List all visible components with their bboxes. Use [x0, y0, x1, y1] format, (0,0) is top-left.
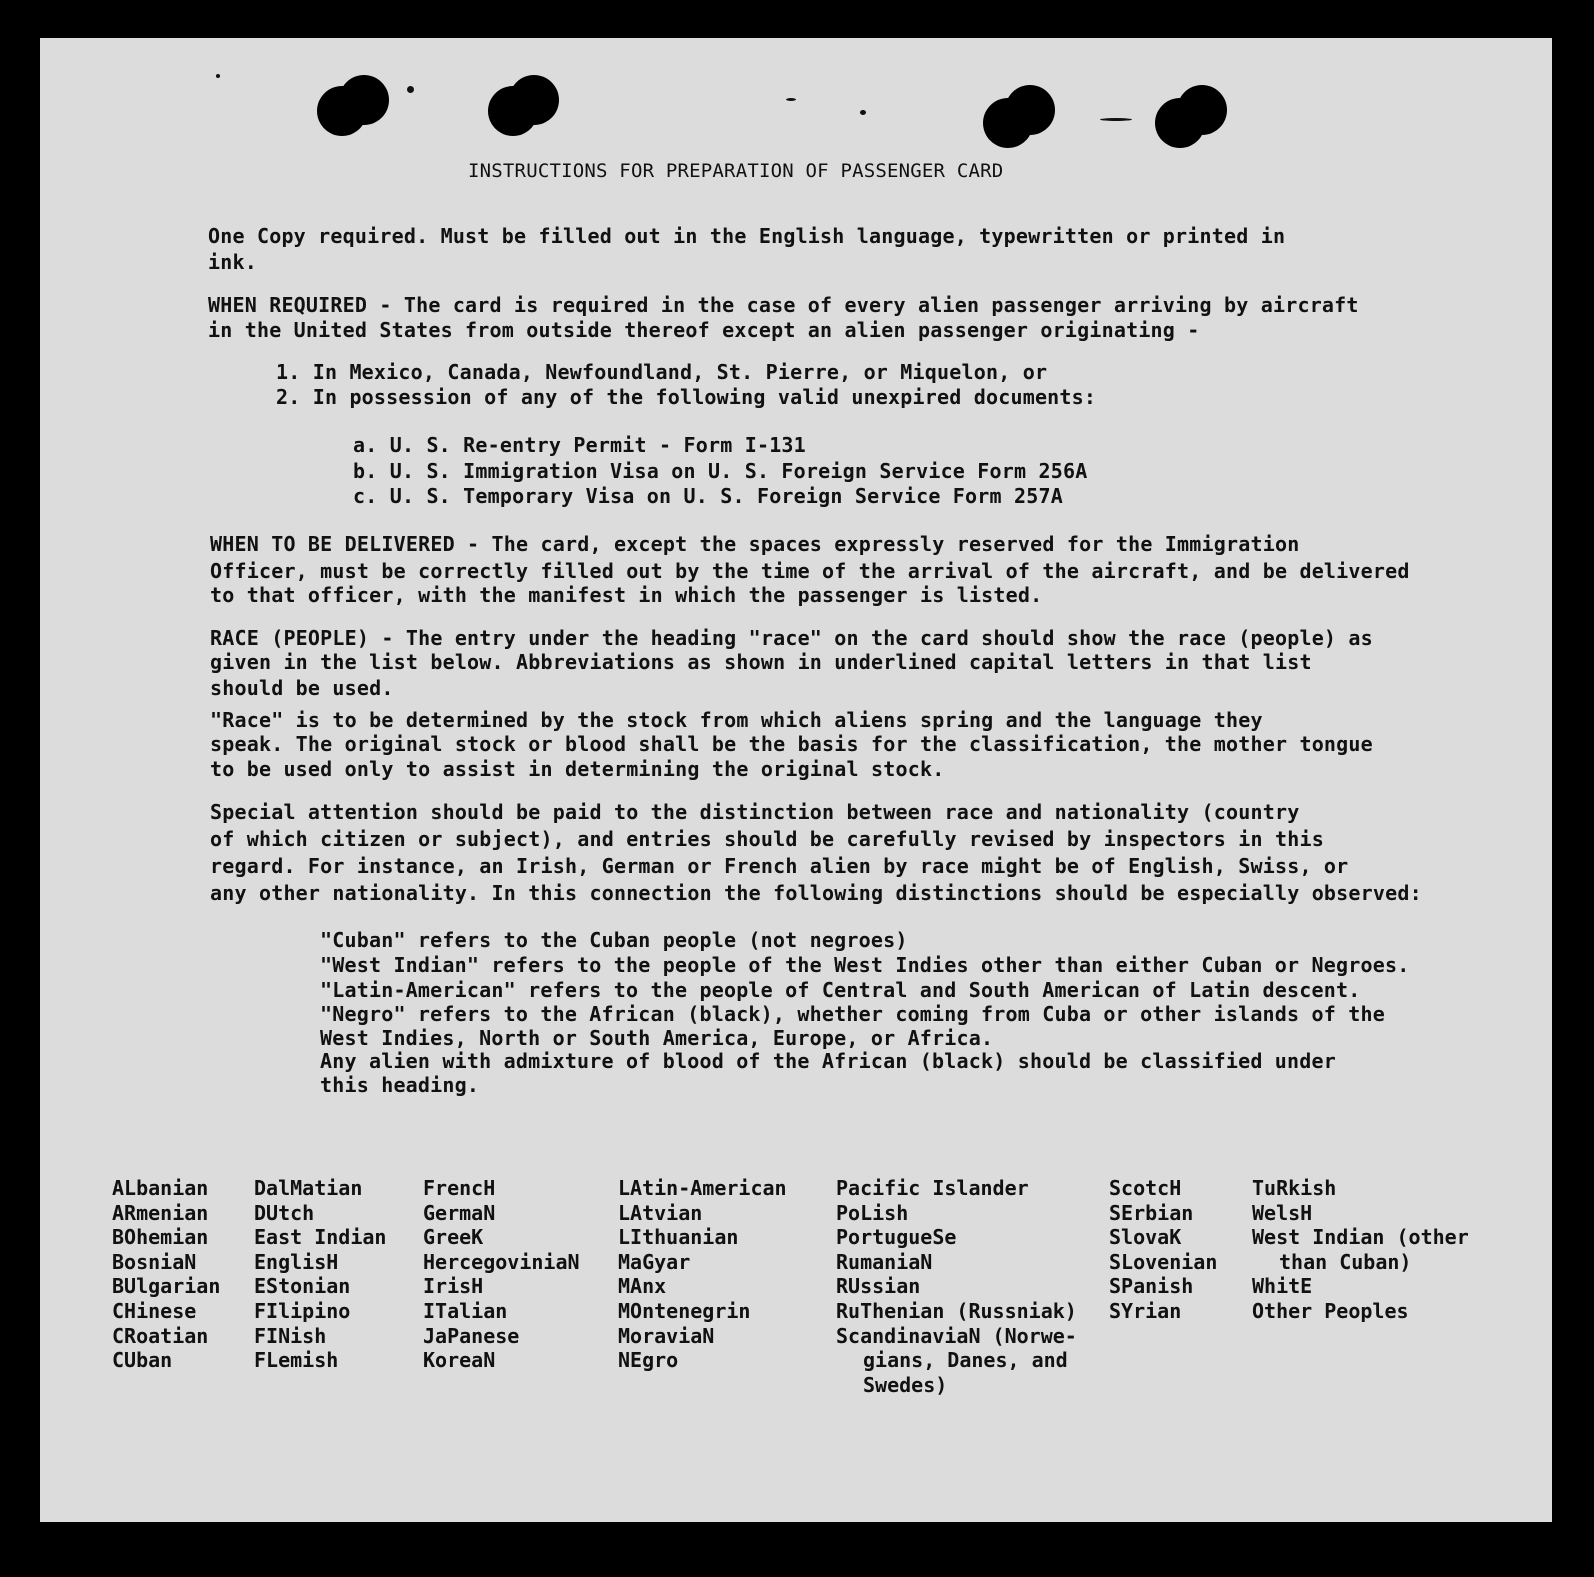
- numbered-item: 1. In Mexico, Canada, Newfoundland, St. Pierre, or Miquelon, or: [276, 360, 1048, 384]
- special-attention-line: regard. For instance, an Irish, German or French alien by race might be of English, Swiss, or: [210, 854, 1349, 878]
- race-entry: SLovenian: [1109, 1249, 1218, 1274]
- when-delivered-line: to that officer, with the manifest in which the passenger is listed.: [210, 583, 1043, 607]
- race-list-column-2: [254, 1176, 386, 1373]
- race-entry: MaGyar: [618, 1249, 691, 1274]
- race-entry: KoreaN: [423, 1348, 496, 1373]
- special-attention-line: of which citizen or subject), and entries should be carefully revised by inspectors in this: [210, 827, 1324, 851]
- race-entry: ARmenian: [112, 1200, 209, 1225]
- race-entry: RumaniaN: [836, 1249, 933, 1274]
- race-list-column-5: [836, 1176, 1077, 1397]
- document-title: INSTRUCTIONS FOR PREPARATION OF PASSENGER CARD: [468, 160, 1004, 182]
- race-list-column-1: [112, 1176, 220, 1373]
- race-entry: HercegoviniaN: [423, 1249, 580, 1274]
- race-entry: LAtin-American: [618, 1176, 787, 1200]
- intro-line: One Copy required. Must be filled out in the English language, typewritten or printed in: [208, 224, 1286, 248]
- race-entry: NEgro: [618, 1348, 679, 1373]
- race-entry: gians, Danes, and: [863, 1348, 1068, 1373]
- race-entry: SErbian: [1109, 1200, 1194, 1225]
- race-list-column-3: [423, 1176, 580, 1373]
- when-delivered-line: Officer, must be correctly filled out by the time of the arrival of the aircraft, and be delivered: [210, 559, 1410, 583]
- distinction-line: "Negro" refers to the African (black), whether coming from Cuba or other islands of the: [320, 1002, 1385, 1026]
- punch-hole: [1005, 85, 1055, 135]
- special-attention-line: Special attention should be paid to the distinction between race and nationality (country: [210, 800, 1300, 824]
- race-entry: IrisH: [423, 1274, 484, 1299]
- race-line: given in the list below. Abbreviations as shown in underlined capital letters in that list: [210, 650, 1312, 674]
- distinction-line: West Indies, North or South America, Europe, or Africa.: [320, 1026, 994, 1050]
- race-entry: DalMatian: [254, 1176, 363, 1200]
- race-entry: than Cuban): [1279, 1249, 1412, 1274]
- race-entry: GermaN: [423, 1200, 496, 1225]
- race-entry: GreeK: [423, 1225, 484, 1250]
- speck: [860, 110, 866, 115]
- punch-hole: [509, 75, 559, 125]
- race-entry: BOhemian: [112, 1225, 209, 1250]
- race-definition-line: speak. The original stock or blood shall be the basis for the classification, the mother tongue: [210, 732, 1373, 756]
- race-entry: West Indian (other: [1252, 1225, 1469, 1250]
- race-entry: LIthuanian: [618, 1225, 739, 1250]
- when-required-line: in the United States from outside thereof except an alien passenger originating -: [208, 318, 1200, 342]
- numbered-item: 2. In possession of any of the following valid unexpired documents:: [276, 385, 1097, 409]
- punch-hole: [1177, 85, 1227, 135]
- race-entry: BosniaN: [112, 1249, 197, 1274]
- race-entry: FINish: [254, 1323, 327, 1348]
- intro-line: ink.: [208, 250, 257, 274]
- when-delivered-line: WHEN TO BE DELIVERED - The card, except the spaces expressly reserved for the Immigration: [210, 532, 1300, 556]
- document-page: [40, 38, 1552, 1522]
- race-entry: CHinese: [112, 1298, 197, 1323]
- race-entry: East Indian: [254, 1225, 387, 1250]
- race-entry: Swedes): [863, 1372, 948, 1397]
- distinction-line: "Cuban" refers to the Cuban people (not negroes): [320, 928, 908, 952]
- lettered-item: b. U. S. Immigration Visa on U. S. Foreign Service Form 256A: [353, 459, 1088, 483]
- race-entry: ALbanian: [112, 1176, 209, 1200]
- speck: [1100, 118, 1132, 121]
- lettered-item: c. U. S. Temporary Visa on U. S. Foreign Service Form 257A: [353, 484, 1063, 508]
- distinction-line: this heading.: [320, 1073, 480, 1097]
- punch-hole: [339, 75, 389, 125]
- race-definition-line: to be used only to assist in determining the original stock.: [210, 757, 945, 781]
- race-entry: LAtvian: [618, 1200, 703, 1225]
- race-entry: WhitE: [1252, 1274, 1313, 1299]
- race-entry: ScandinaviaN (Norwe-: [836, 1323, 1077, 1348]
- race-entry: WelsH: [1252, 1200, 1313, 1225]
- race-entry: SPanish: [1109, 1274, 1194, 1299]
- race-entry: CRoatian: [112, 1323, 209, 1348]
- race-entry: RUssian: [836, 1274, 921, 1299]
- race-list-column-7: [1252, 1176, 1469, 1324]
- race-list-column-4: [618, 1176, 787, 1373]
- race-entry: SlovaK: [1109, 1225, 1182, 1250]
- race-entry: RuThenian (Russniak): [836, 1298, 1077, 1323]
- race-entry: TuRkish: [1252, 1176, 1337, 1200]
- race-line: should be used.: [210, 676, 394, 700]
- race-entry: MOntenegrin: [618, 1298, 751, 1323]
- lettered-item: a. U. S. Re-entry Permit - Form I-131: [353, 433, 806, 457]
- distinction-line: "Latin-American" refers to the people of Central and South American of Latin descent.: [320, 978, 1361, 1002]
- special-attention-line: any other nationality. In this connection the following distinctions should be especially observed:: [210, 881, 1422, 905]
- speck: [407, 86, 414, 93]
- distinction-line: Any alien with admixture of blood of the African (black) should be classified under: [320, 1049, 1337, 1073]
- speck: [216, 74, 220, 78]
- race-entry: Pacific Islander: [836, 1176, 1029, 1200]
- race-entry: Other Peoples: [1252, 1298, 1409, 1323]
- race-entry: FIlipino: [254, 1298, 351, 1323]
- distinction-line: "West Indian" refers to the people of the West Indies other than either Cuban or Negroes.: [320, 953, 1410, 977]
- race-definition-line: "Race" is to be determined by the stock from which aliens spring and the language they: [210, 708, 1263, 732]
- race-entry: FrencH: [423, 1176, 496, 1200]
- race-entry: ScotcH: [1109, 1176, 1182, 1200]
- race-entry: FLemish: [254, 1348, 339, 1373]
- race-entry: EnglisH: [254, 1249, 339, 1274]
- race-entry: DUtch: [254, 1200, 315, 1225]
- race-entry: MoraviaN: [618, 1323, 715, 1348]
- race-entry: PoLish: [836, 1200, 909, 1225]
- race-entry: MAnx: [618, 1274, 667, 1299]
- race-entry: BUlgarian: [112, 1274, 221, 1299]
- race-list-column-6: [1109, 1176, 1217, 1324]
- race-entry: CUban: [112, 1348, 173, 1373]
- race-entry: ITalian: [423, 1298, 508, 1323]
- when-required-line: WHEN REQUIRED - The card is required in the case of every alien passenger arriving by aircraft: [208, 293, 1359, 317]
- speck: [786, 98, 796, 101]
- race-entry: JaPanese: [423, 1323, 520, 1348]
- race-entry: SYrian: [1109, 1298, 1182, 1323]
- race-line: RACE (PEOPLE) - The entry under the heading "race" on the card should show the race (people) as: [210, 626, 1373, 650]
- race-entry: EStonian: [254, 1274, 351, 1299]
- race-entry: PortugueSe: [836, 1225, 957, 1250]
